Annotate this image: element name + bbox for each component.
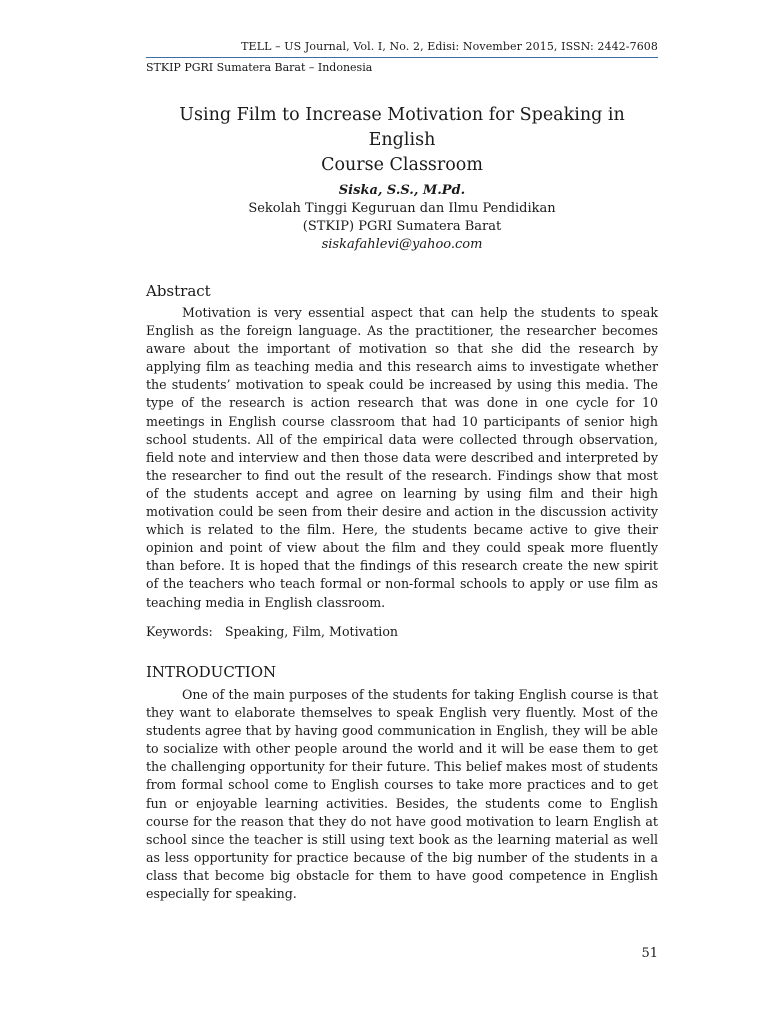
paper-title-line-1: Using Film to Increase Motivation for Speaking in English bbox=[179, 105, 625, 150]
introduction-heading: INTRODUCTION bbox=[146, 663, 277, 681]
author-block bbox=[146, 182, 658, 254]
author-affiliation-line-2: (STKIP) PGRI Sumatera Barat bbox=[302, 219, 502, 234]
author-email: siskafahlevi@yahoo.com bbox=[321, 237, 483, 252]
keywords-value: Speaking, Film, Motivation bbox=[224, 624, 399, 639]
paper-title bbox=[146, 103, 658, 178]
author-affiliation-line-1: Sekolah Tinggi Keguruan dan Ilmu Pendidikan bbox=[248, 201, 556, 216]
abstract-text: Motivation is very essential aspect that can help the students to speak English as the foreign language. As the practitioner, the researcher becomes aware about the important of motivation so that she did the research by applying film as teaching media and this research aims to investigate whether the students’ motivation to speak could be increased by using this media. The type of the research is action research that was done in one cycle for 10 meetings in English course classroom that had 10 participants of senior high school students. All of the empirical data were collected through observation, field note and interview and then those data were described and interpreted by the researcher to find out the result of the research. Findings show that most of the students accept and agree on learning by using film and their high motivation could be seen from their desire and action in the discussion activity which is related to the film. Here, the students became active to give their opinion and point of view about the film and they could speak more fluently than before. It is hoped that the findings of this research create the new spirit of the teachers who teach formal or non-formal schools to apply or use film as teaching media in English classroom. bbox=[146, 305, 658, 610]
header-divider bbox=[146, 57, 658, 58]
author-name: Siska, S.S., M.Pd. bbox=[338, 183, 466, 198]
abstract-heading: Abstract bbox=[146, 282, 211, 300]
introduction-text: One of the main purposes of the students for taking English course is that they want to elaborate themselves to speak English very fluently. Most of the students agree that by having good communication in English, they will be able to socialize with other people around the world and it will be ease them to get the challenging opportunity for their future. This belief makes most of students from formal school come to English courses to take more practices and to get fun or enjoyable learning activities. Besides, the students come to English course for the reason that they do not have good motivation to learn English at school since the teacher is still using text book as the learning material as well as less opportunity for practice because of the big number of the students in a class that become big obstacle for them to have good competence in English especially for speaking. bbox=[146, 687, 658, 902]
running-header-institution: STKIP PGRI Sumatera Barat – Indonesia bbox=[146, 61, 373, 74]
running-header-journal: TELL – US Journal, Vol. I, No. 2, Edisi: November 2015, ISSN: 2442-7608 bbox=[241, 40, 658, 53]
paper-title-line-2: Course Classroom bbox=[321, 155, 483, 175]
keywords-label: Keywords: bbox=[146, 624, 213, 639]
page-number: 51 bbox=[641, 946, 658, 961]
keywords-line bbox=[146, 624, 398, 639]
